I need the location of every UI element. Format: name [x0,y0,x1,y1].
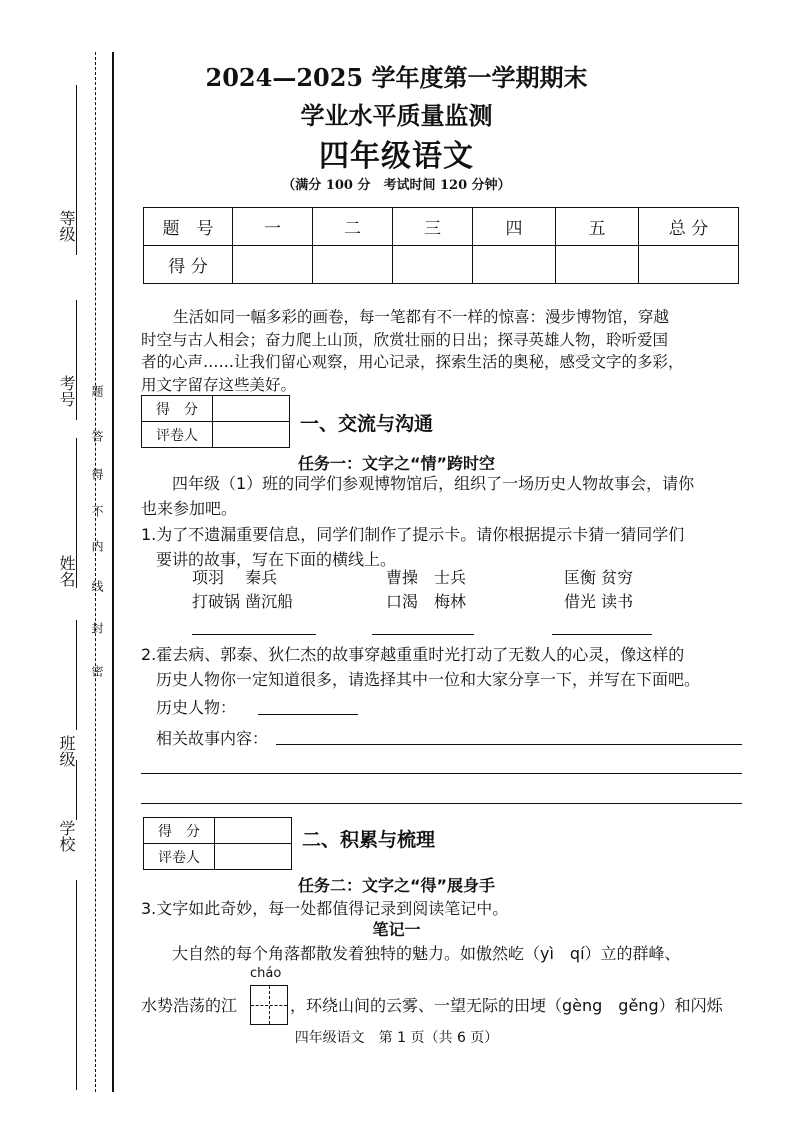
score-header-3: 三 [393,208,473,246]
grader-reviewer-cell[interactable] [213,422,290,448]
q3-text: 3.文字如此奇妙，每一处都值得记录到阅读笔记中。 [141,899,509,918]
score-header-label: 题 号 [144,208,233,246]
section2-grader-box [143,817,292,870]
s1-para-line-2: 也来参加吧。 [141,499,238,518]
section1-title: 一、交流与沟通 [300,413,434,435]
task2-title: 任务二：文字之“得”展身手 [297,876,496,895]
score-cell-4[interactable] [473,246,556,284]
card3-line-2: 借光 读书 [564,592,634,611]
margin-label-exam-number: 考号 [57,375,76,407]
q2-line-2: 历史人物你一定知道很多，请选择其中一位和大家分享一下，并写在下面吧。 [156,670,701,689]
q2-line-1: 2.霍去病、郭泰、狄仁杰的故事穿越重重时光打动了无数人的心灵，像这样的 [141,645,685,664]
grader2-score-label: 得 分 [144,818,215,844]
card3-line-1: 匡衡 贫穷 [564,568,634,587]
title-line-3: 四年级语文 [319,139,474,174]
section2-title: 二、积累与梳理 [302,829,436,851]
note1-line-2-start: 水势浩荡的江 [141,996,238,1015]
intro-paragraph [141,306,741,396]
seal-char-7: 答 [90,430,104,442]
seal-char-1: 密 [90,665,104,677]
seal-char-5: 不 [90,505,104,517]
note1-title: 笔记一 [372,920,421,939]
tianzige-answer-box[interactable] [250,985,288,1025]
story-answer-line-3[interactable] [141,803,742,804]
section1-grader-box [141,395,290,448]
grader-score-label: 得 分 [142,396,213,422]
exam-subtitle: （满分 100 分 考试时间 120 分钟） [282,178,511,193]
story-answer-line-1[interactable] [276,744,742,745]
score-header-2: 二 [313,208,393,246]
score-row-label: 得 分 [144,246,233,284]
intro-line-1: 生活如同一幅多彩的画卷，每一笔都有不一样的惊喜：漫步博物馆，穿越 [173,308,670,326]
q1-line-1: 1.为了不遗漏重要信息，同学们制作了提示卡。请你根据提示卡猜一猜同学们 [141,525,685,544]
note1-line-2-end: ，环绕山间的云雾、一望无际的田埂（gèng gěng）和闪烁 [290,996,723,1015]
score-header-1: 一 [233,208,313,246]
s1-para-line-1: 四年级（1）班的同学们参观博物馆后，组织了一场历史人物故事会，请你 [172,474,695,493]
grader2-score-cell[interactable] [215,818,292,844]
margin-label-class: 班级 [57,735,76,767]
intro-line-3: 者的心声……让我们留心观察，用心记录，探索生活的奥秘，感受文字的多彩， [141,353,684,371]
title-line-1: 2024—2025 学年度第一学期期末 [205,63,588,92]
seal-char-8: 题 [90,385,104,397]
score-header-4: 四 [473,208,556,246]
person-label: 历史人物： [156,698,237,717]
answer-line-card-3[interactable] [552,634,652,635]
person-answer-line[interactable] [258,714,358,715]
intro-line-4: 用文字留存这些美好。 [141,375,297,394]
score-cell-5[interactable] [556,246,639,284]
score-cell-1[interactable] [233,246,313,284]
score-cell-3[interactable] [393,246,473,284]
card1-line-1: 项羽 秦兵 [192,568,278,587]
note1-line-1: 大自然的每个角落都散发着独特的魅力。如傲然屹（yì qí）立的群峰、 [172,944,681,963]
score-cell-2[interactable] [313,246,393,284]
seal-char-6: 得 [90,468,104,480]
card2-line-1: 曹操 士兵 [386,568,467,587]
card2-line-2: 口渴 梅林 [386,592,467,611]
seal-char-3: 线 [90,580,104,592]
answer-line-card-2[interactable] [372,634,474,635]
seal-char-4: 内 [90,540,104,552]
q1-line-2: 要讲的故事，写在下面的横线上。 [156,550,397,569]
answer-line-card-1[interactable] [192,634,316,635]
grader-score-cell[interactable] [213,396,290,422]
page-footer: 四年级语文 第 1 页（共 6 页） [294,1030,499,1046]
task1-title: 任务一：文字之“情”跨时空 [297,454,496,473]
title-line-2: 学业水平质量监测 [300,101,493,130]
score-header-5: 五 [556,208,639,246]
grader2-reviewer-cell[interactable] [215,844,292,870]
pinyin-chao: cháo [250,966,282,981]
card1-line-2: 打破锅 凿沉船 [192,592,294,611]
grader2-reviewer-label: 评卷人 [144,844,215,870]
story-label: 相关故事内容： [156,729,269,748]
seal-char-2: 封 [90,622,104,634]
margin-label-name: 姓名 [57,555,76,587]
grader-reviewer-label: 评卷人 [142,422,213,448]
score-cell-total[interactable] [639,246,739,284]
story-answer-line-2[interactable] [141,773,742,774]
score-table [143,207,739,284]
margin-label-school: 学校 [57,820,76,852]
intro-line-2: 时空与古人相会；奋力爬上山顶，欣赏壮丽的日出；探寻英雄人物，聆听爱国 [141,330,669,349]
margin-label-grade: 等级 [57,210,76,242]
score-header-total: 总 分 [639,208,739,246]
